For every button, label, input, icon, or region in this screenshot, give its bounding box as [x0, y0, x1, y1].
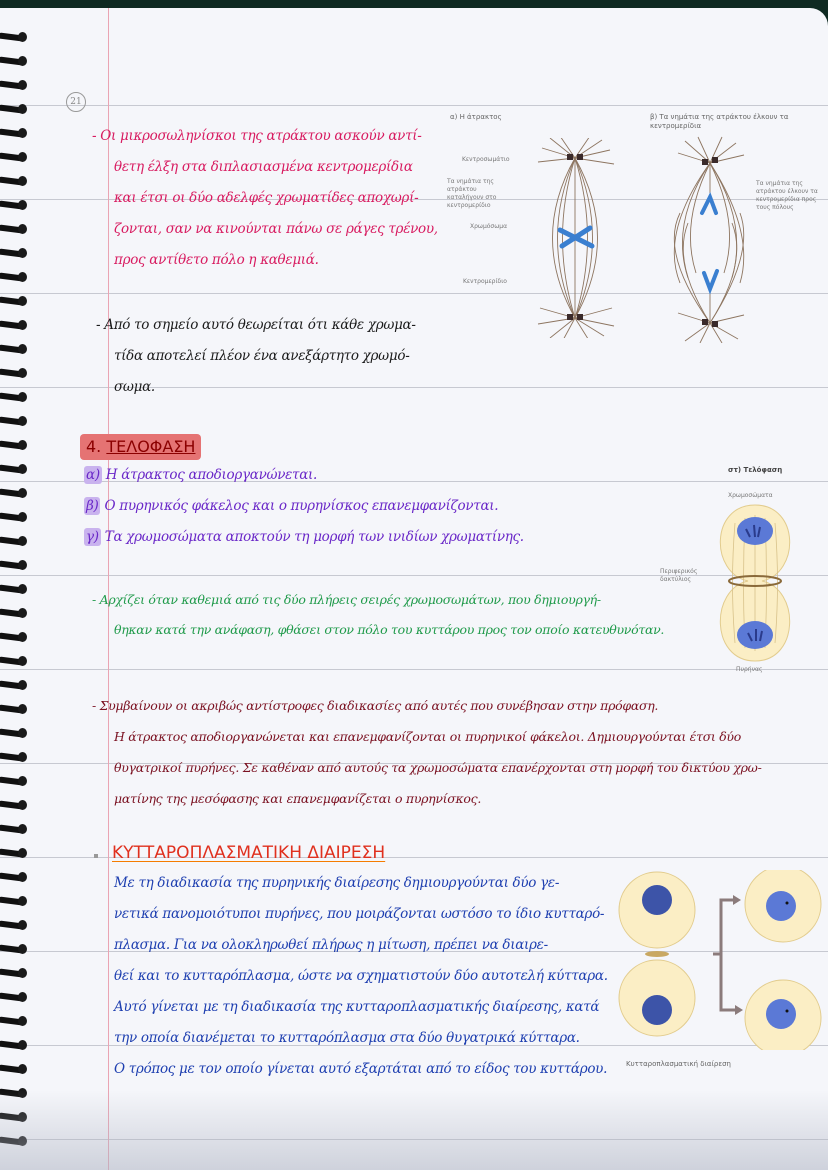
note-line: Ο τρόπος με τον οποίο γίνεται αυτό εξαρτάται από το είδος του κυττάρου.	[114, 1061, 608, 1077]
note-line: πλασμα. Για να ολοκληρωθεί πλήρως η μίτωση, πρέπει να διαιρε-	[114, 937, 548, 953]
item-marker: β)	[86, 498, 99, 514]
label-chromosome: Χρωμόσωμα	[470, 223, 508, 230]
item-marker: α)	[86, 467, 100, 483]
note-line: Αυτό γίνεται με τη διαδικασία της κυτταροπλασματικής διαίρεσης, κατά	[114, 999, 600, 1015]
note-line: ζονται, σαν να κινούνται πάνω σε ράγες τρένου,	[114, 221, 438, 237]
note-line: - Οι μικροσωληνίσκοι της ατράκτου ασκούν αντί-	[92, 128, 422, 144]
note-line: - Από το σημείο αυτό θεωρείται ότι κάθε χρωμα-	[96, 317, 416, 333]
figure-caption-a: α) Η άτρακτος	[450, 113, 502, 121]
note-line: - Αρχίζει όταν καθεμιά από τις δύο πλήρεις σειρές χρωμοσωμάτων, που δημιουργή-	[92, 592, 601, 607]
note-line: θεί και το κυτταρόπλασμα, ώστε να σχηματιστούν δύο αυτοτελή κύτταρα.	[114, 968, 608, 984]
item-text: Τα χρωμοσώματα αποκτούν τη μορφή των ινιδίων χρωματίνης.	[104, 529, 524, 545]
label-chromosomes: Χρωμοσώματα	[728, 492, 773, 499]
note-line: νετικά πανομοιότυποι πυρήνες, που μοιράζονται ωστόσο το ίδιο κυτταρό-	[114, 906, 605, 922]
label-spindle-fibers: Τα νημάτια της ατράκτου καταλήγουν στο κεντρομερίδιο	[447, 178, 497, 209]
label-pulling-fibers: Τα νημάτια της ατράκτου έλκουν τα κεντρομερίδια προς τους πόλους	[756, 180, 818, 211]
label-nucleus: Πυρήνας	[736, 666, 763, 673]
cytokinesis-heading: ΚΥΤΤΑΡΟΠΛΑΣΜΑΤΙΚΗ ΔΙΑΙΡΕΣΗ	[112, 843, 386, 863]
spiral-binding	[0, 26, 36, 1154]
figure-caption-b: β) Τα νημάτια της ατράκτου έλκουν τα κεντρομερίδια	[650, 113, 789, 130]
label-ring: Περιφερικός δακτύλιος	[660, 568, 698, 583]
list-item	[84, 460, 317, 491]
cell-division-diagram	[615, 870, 825, 1050]
note-line: - Συμβαίνουν οι ακριβώς αντίστροφες διαδικασίες από αυτές που συνέβησαν στην πρόφαση.	[92, 698, 659, 713]
item-text: Ο πυρηνικός φάκελος και ο πυρηνίσκος επανεμφανίζονται.	[104, 498, 499, 514]
note-line: Με τη διαδικασία της πυρηνικής διαίρεσης δημιουργούνται δύο γε-	[114, 875, 560, 891]
telophase-heading	[80, 434, 201, 460]
heading-number: 4.	[86, 437, 102, 456]
item-text: Η άτρακτος αποδιοργανώνεται.	[105, 467, 318, 483]
item-marker: γ)	[86, 529, 99, 545]
spindle-diagram-a	[520, 138, 630, 338]
page-number: 21	[66, 92, 86, 112]
spindle-diagram-b	[660, 133, 760, 343]
note-line: θηκαν κατά την ανάφαση, φθάσει στον πόλο του κυττάρου προς τον οποίο κατευθυνόταν.	[114, 622, 665, 637]
note-line: και έτσι οι δύο αδελφές χρωματίδες αποχωρί-	[114, 190, 419, 206]
heading-title: ΤΕΛΟΦΑΣΗ	[106, 437, 196, 456]
figure-caption: στ) Τελόφαση	[728, 466, 783, 474]
note-line: θυγατρικοί πυρήνες. Σε καθέναν από αυτούς τα χρωμοσώματα επανέρχονται στη μορφή του δικτύου χρω-	[114, 760, 762, 775]
list-item	[84, 522, 524, 553]
figure-caption: Κυτταροπλασματική διαίρεση	[626, 1060, 731, 1068]
note-line: την οποία διανέμεται το κυτταρόπλασμα στα δύο θυγατρικά κύτταρα.	[114, 1030, 580, 1046]
note-line: θετη έλξη στα διπλασιασμένα κεντρομερίδια	[114, 159, 413, 175]
list-item	[84, 491, 498, 522]
notebook-page	[0, 8, 828, 1170]
note-line: προς αντίθετο πόλο η καθεμιά.	[114, 252, 319, 268]
bullet-icon	[94, 854, 98, 858]
note-line: σωμα.	[114, 379, 155, 395]
telophase-cell-diagram	[710, 503, 800, 663]
note-line: τίδα αποτελεί πλέον ένα ανεξάρτητο χρωμό-	[114, 348, 410, 364]
label-centrosome: Κεντροσωμάτιο	[462, 156, 510, 163]
label-centromere: Κεντρομερίδιο	[463, 278, 507, 285]
note-line: Η άτρακτος αποδιοργανώνεται και επανεμφανίζονται οι πυρηνικοί φάκελοι. Δημιουργούνται έτσι δύο	[114, 729, 741, 744]
note-line: ματίνης της μεσόφασης και επανεμφανίζεται ο πυρηνίσκος.	[114, 791, 481, 806]
